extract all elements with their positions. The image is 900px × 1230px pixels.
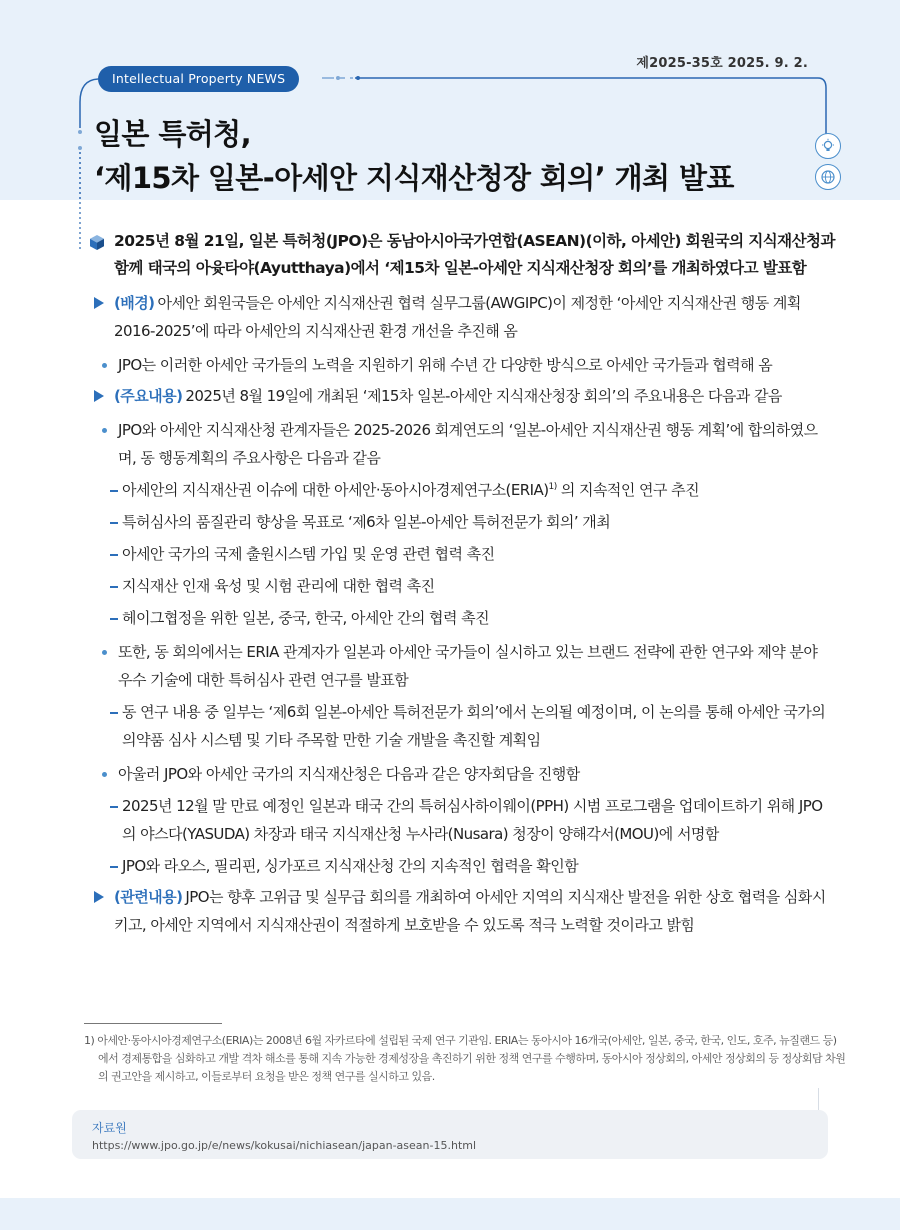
section-label: (주요내용)	[114, 387, 183, 405]
issue-number: 제2025-35호 2025. 9. 2.	[636, 56, 808, 71]
lead-text: 2025년 8월 21일, 일본 특허청(JPO)은 동남아시아국가연합(ASEAN)(이하, 아세안) 회원국의 지식재산청과 함께 태국의 아윳타야(Ayutthaya)에서 ‘제15차 일본-아세안 지식재산청장 회의’를 개최하였다고 발표함	[114, 232, 835, 277]
dash-marker-icon	[110, 618, 118, 620]
dash-text: 아세안의 지식재산권 이슈에 대한 아세안·동아시아경제연구소(ERIA)	[122, 481, 549, 499]
bullet-text: 또한, 동 회의에서는 ERIA 관계자가 일본과 아세안 국가들이 실시하고 있는 브랜드 전략에 관한 연구와 제약 분야 우수 기술에 대한 특허심사 관련 연구를 발표함	[118, 643, 818, 689]
lead-paragraph	[90, 228, 835, 282]
dash-text: JPO와 라오스, 필리핀, 싱가포르 지식재산청 간의 지속적인 협력을 확인함	[122, 857, 579, 875]
section-label: (배경)	[114, 294, 155, 312]
section-background	[90, 289, 835, 345]
dash-text: 아세안 국가의 국제 출원시스템 가입 및 운영 관련 협력 촉진	[122, 545, 495, 563]
dash-marker-icon	[110, 866, 118, 868]
dash-marker-icon	[110, 490, 118, 492]
title-line-2: ‘제15차 일본-아세안 지식재산청장 회의’ 개최 발표	[94, 161, 734, 195]
dash-item	[90, 852, 835, 880]
newsletter-tag: Intellectual Property NEWS	[98, 66, 299, 92]
dash-text: 헤이그협정을 위한 일본, 중국, 한국, 아세안 간의 협력 촉진	[122, 609, 490, 627]
section-main	[90, 382, 835, 410]
dash-text: 지식재산 인재 육성 및 시험 관리에 대한 협력 촉진	[122, 577, 435, 595]
dash-item	[90, 792, 835, 848]
source-box	[72, 1110, 828, 1159]
dot-bullet-icon	[102, 772, 107, 777]
section-label: (관련내용)	[114, 888, 183, 906]
section-related	[90, 883, 835, 939]
section-text: 아세안 회원국들은 아세안 지식재산권 협력 실무그룹(AWGIPC)이 제정한 ‘아세안 지식재산권 행동 계획 2016-2025’에 따라 아세안의 지식재산권 환경 개선을 추진해 옴	[114, 294, 801, 340]
dash-item	[90, 508, 835, 536]
dash-text: 동 연구 내용 중 일부는 ‘제6회 일본-아세안 특허전문가 회의’에서 논의될 예정이며, 이 논의를 통해 아세안 국가의 의약품 심사 시스템 및 기타 주목할 만한 기술 개발을 촉진할 계획임	[122, 703, 826, 749]
dash-marker-icon	[110, 586, 118, 588]
article-body	[90, 228, 835, 939]
dash-marker-icon	[110, 712, 118, 714]
dash-text-tail: 의 지속적인 연구 추진	[556, 481, 700, 499]
bullet-text: JPO와 아세안 지식재산청 관계자들은 2025-2026 회계연도의 ‘일본-아세안 지식재산권 행동 계획’에 합의하였으며, 동 행동계획의 주요사항은 다음과 같음	[118, 421, 818, 467]
dash-marker-icon	[110, 522, 118, 524]
title-line-1: 일본 특허청,	[94, 117, 251, 151]
triangle-bullet-icon	[94, 390, 104, 402]
footnote-ref[interactable]: 1)	[548, 482, 557, 492]
bullet-item	[90, 638, 835, 694]
footnote-divider	[84, 1023, 222, 1024]
dash-item	[90, 540, 835, 568]
bullet-item	[90, 351, 835, 379]
source-title: 자료원	[92, 1121, 127, 1135]
dash-item	[90, 604, 835, 632]
source-url[interactable]: https://www.jpo.go.jp/e/news/kokusai/nichiasean/japan-asean-15.html	[92, 1139, 477, 1152]
triangle-bullet-icon	[94, 297, 104, 309]
footer-band	[0, 1198, 900, 1230]
section-text: JPO는 향후 고위급 및 실무급 회의를 개최하여 아세안 지역의 지식재산 발전을 위한 상호 협력을 심화시키고, 아세안 지역에서 지식재산권이 적절하게 보호받을 수 있도록 적극 노력할 것이라고 밝힘	[114, 888, 826, 934]
dash-item	[90, 572, 835, 600]
page-title	[94, 112, 734, 200]
globe-icon	[815, 164, 841, 190]
dash-item	[90, 476, 835, 504]
dot-bullet-icon	[102, 650, 107, 655]
footnote: 1) 아세안·동아시아경제연구소(ERIA)는 2008년 6월 자카르타에 설립된 국제 연구 기관임. ERIA는 동아시아 16개국(아세안, 일본, 중국, 한국, 인도, 호주, 뉴질랜드 등)에서 경제통합을 심화하고 개발 격차 해소를 통해 지속 가능한 경제성장을 촉진하기 위한 정책 연구를 수행하며, 동아시아 정상회의, 아세안 정상회의 등 정상회담 차원의 권고안을 제시하고, 이들로부터 요청을 받은 정책 연구를 실시하고 있음.	[84, 1034, 846, 1083]
dash-text: 2025년 12월 말 만료 예정인 일본과 태국 간의 특허심사하이웨이(PPH) 시범 프로그램을 업데이트하기 위해 JPO의 야스다(YASUDA) 차장과 태국 지식재산청 누사라(Nusara) 청장이 양해각서(MOU)에 서명함	[122, 797, 823, 843]
triangle-bullet-icon	[94, 891, 104, 903]
dash-item	[90, 698, 835, 754]
bullet-text: JPO는 이러한 아세안 국가들의 노력을 지원하기 위해 수년 간 다양한 방식으로 아세안 국가들과 협력해 옴	[118, 356, 773, 374]
bullet-item	[90, 760, 835, 788]
decorative-rule	[818, 1088, 819, 1112]
dash-text: 특허심사의 품질관리 향상을 목표로 ‘제6차 일본-아세안 특허전문가 회의’ 개최	[122, 513, 611, 531]
lightbulb-icon	[815, 133, 841, 159]
cube-bullet-icon	[90, 235, 104, 250]
section-text: 2025년 8월 19일에 개최된 ‘제15차 일본-아세안 지식재산청장 회의’의 주요내용은 다음과 같음	[185, 387, 782, 405]
bullet-text: 아울러 JPO와 아세안 국가의 지식재산청은 다음과 같은 양자회담을 진행함	[118, 765, 580, 783]
bullet-item	[90, 416, 835, 472]
dash-marker-icon	[110, 554, 118, 556]
dot-bullet-icon	[102, 428, 107, 433]
dot-bullet-icon	[102, 363, 107, 368]
dash-marker-icon	[110, 806, 118, 808]
